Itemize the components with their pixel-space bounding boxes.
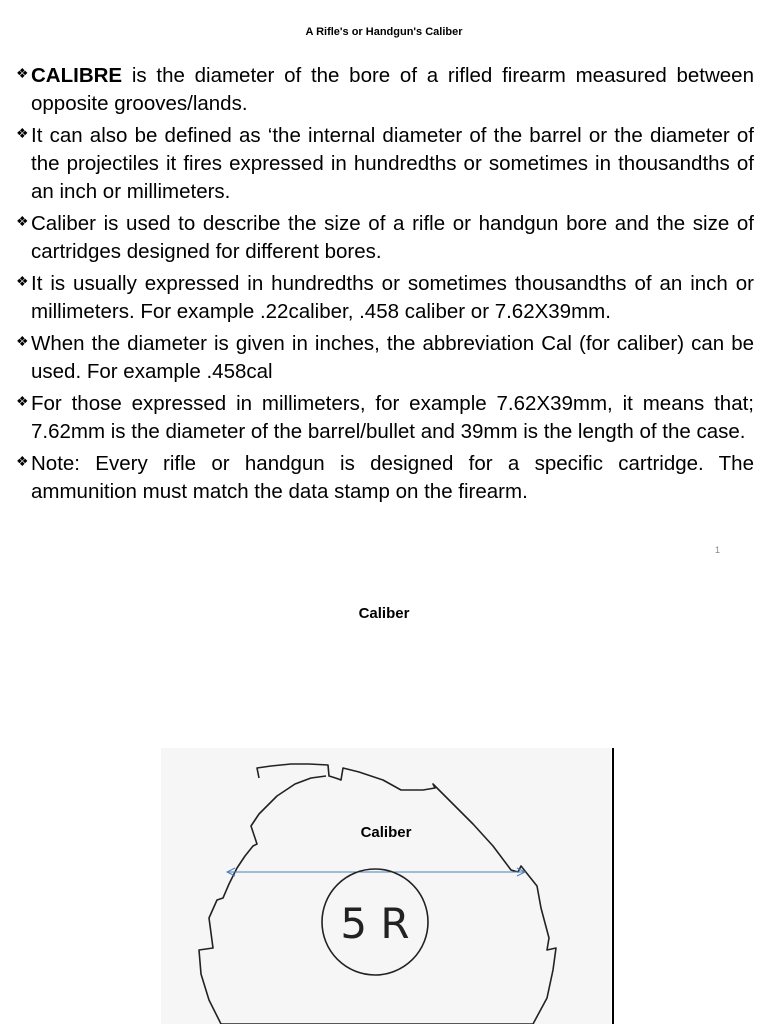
bullet-diamond-icon: ❖ bbox=[16, 65, 29, 81]
bullet-text: is the diameter of the bore of a rifled firearm measured between opposite grooves/lands. bbox=[31, 64, 754, 115]
bullet-text: Note: Every rifle or handgun is designed for a specific cartridge. The ammunition must match the data stamp on the firearm. bbox=[31, 452, 754, 503]
bullet-text: It can also be defined as ‘the internal diameter of the barrel or the diameter of the projectiles it fires expressed in hundredths or sometimes in thousandths of an inch or millimeters. bbox=[31, 124, 754, 203]
slide-title: Caliber bbox=[358, 605, 410, 622]
bore-cross-section bbox=[161, 748, 611, 1024]
bullet-item bbox=[16, 122, 754, 206]
bullet-text: When the diameter is given in inches, the abbreviation Cal (for caliber) can be used. For example .458cal bbox=[31, 332, 754, 383]
bullet-item bbox=[16, 62, 754, 118]
bullet-text: For those expressed in millimeters, for example 7.62X39mm, it means that; 7.62mm is the diameter of the barrel/bullet and 39mm is the length of the case. bbox=[31, 392, 754, 443]
bullet-text: It is usually expressed in hundredths or sometimes thousandths of an inch or millimeters. For example .22caliber, .458 caliber or 7.62X39mm. bbox=[31, 272, 754, 323]
page-number: 1 bbox=[715, 545, 721, 555]
stamp-label: 5 R bbox=[340, 899, 410, 948]
bullet-list bbox=[16, 62, 754, 510]
bullet-bold-term: CALIBRE bbox=[31, 64, 123, 87]
page-title: A Rifle's or Handgun's Caliber bbox=[305, 26, 463, 38]
bullet-diamond-icon: ❖ bbox=[16, 393, 29, 409]
bullet-diamond-icon: ❖ bbox=[16, 333, 29, 349]
bullet-item bbox=[16, 450, 754, 506]
bullet-diamond-icon: ❖ bbox=[16, 273, 29, 289]
bullet-text: Caliber is used to describe the size of a rifle or handgun bore and the size of cartridges designed for different bores. bbox=[31, 212, 754, 263]
bullet-diamond-icon: ❖ bbox=[16, 125, 29, 141]
figure-divider bbox=[612, 748, 614, 1024]
bullet-item bbox=[16, 270, 754, 326]
bullet-item bbox=[16, 390, 754, 446]
bore-outline bbox=[199, 764, 556, 1024]
bullet-diamond-icon: ❖ bbox=[16, 453, 29, 469]
caliber-arrow-label: Caliber bbox=[360, 824, 412, 841]
bullet-item bbox=[16, 330, 754, 386]
bullet-item bbox=[16, 210, 754, 266]
barrel-bore-diagram bbox=[161, 748, 611, 1024]
bullet-diamond-icon: ❖ bbox=[16, 213, 29, 229]
